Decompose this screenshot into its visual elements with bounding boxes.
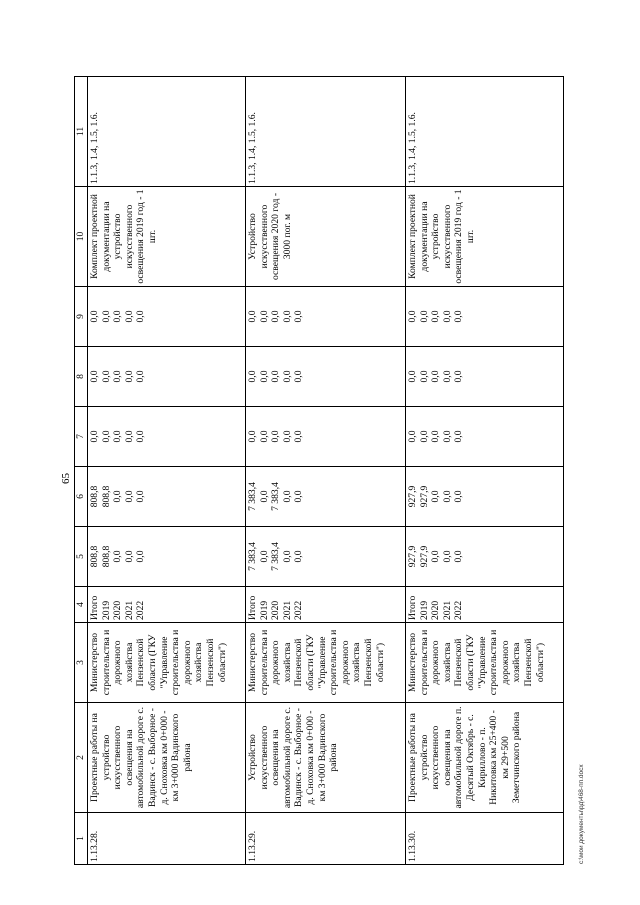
cell-value: 0,0 — [112, 310, 124, 323]
cell-value: 2019 — [100, 600, 112, 620]
cell-value: 0,0 — [135, 310, 147, 323]
item-number: 1.13.29. — [246, 813, 406, 865]
cell-value: 808,8 — [89, 485, 100, 508]
cell-value: 0,0 — [112, 430, 124, 443]
cell-value: 0,0 — [270, 430, 282, 443]
years-cell — [246, 587, 406, 623]
funding-cell — [88, 287, 246, 347]
years-cell — [88, 587, 246, 623]
cell-value: 0,0 — [100, 310, 112, 323]
cell-value: 0,0 — [258, 310, 270, 323]
item-name: Устройство искусственного освещения на автомобильной дороге с. Вадинск - с. Выборное - д. Сноховка км 0+000 - км 3+000 Вадинского района — [246, 703, 406, 813]
cell-value: Итого — [247, 595, 258, 620]
cell-value: 0,0 — [258, 550, 270, 563]
cell-value: 2021 — [123, 600, 135, 620]
cell-value: 0,0 — [123, 490, 135, 503]
cell-value: 2019 — [258, 600, 270, 620]
cell-value: Итого — [89, 595, 100, 620]
cell-value: 2020 — [430, 600, 442, 620]
cell-value: 0,0 — [293, 430, 305, 443]
column-number: 11 — [75, 77, 88, 187]
column-number: 5 — [75, 527, 88, 587]
cell-value: 2022 — [293, 600, 305, 620]
funding-cell — [406, 467, 564, 527]
page-number: 65 — [60, 473, 72, 484]
cell-value: 0,0 — [293, 310, 305, 323]
cell-value: 0,0 — [418, 430, 430, 443]
funding-cell — [246, 347, 406, 407]
cell-value: 0,0 — [293, 490, 305, 503]
cell-value: 0,0 — [407, 430, 418, 443]
executor: Министерство строительства и дорожного хозяйства Пензенской области (ГКУ "Управление строительства и дорожного хозяйства Пензенской области") — [88, 623, 246, 703]
cell-value: 0,0 — [247, 430, 258, 443]
cell-value: 0,0 — [100, 370, 112, 383]
cell-value: 2022 — [453, 600, 465, 620]
column-number-row — [75, 77, 88, 865]
cell-value: 0,0 — [135, 550, 147, 563]
cell-value: 0,0 — [247, 310, 258, 323]
cell-value: 0,0 — [123, 310, 135, 323]
years-cell — [406, 587, 564, 623]
cell-value: 0,0 — [100, 430, 112, 443]
cell-value: 7 383,4 — [270, 482, 282, 511]
cell-value: 2019 — [418, 600, 430, 620]
program-table — [74, 76, 564, 865]
column-number: 1 — [75, 813, 88, 865]
cell-value: 0,0 — [453, 310, 465, 323]
cell-value: 0,0 — [453, 490, 465, 503]
cell-value: 0,0 — [281, 490, 293, 503]
cell-value: 0,0 — [112, 490, 124, 503]
cell-value: 0,0 — [112, 370, 124, 383]
item-name: Проектные работы на устройство искусственного освещения на автомобильной дороге п. Десятый Октябрь - с. Кириллово - п. Никитовка км 25+400 - км 29+500 Земетчинского района — [406, 703, 564, 813]
column-number: 4 — [75, 587, 88, 623]
funding-cell — [88, 347, 246, 407]
column-number: 10 — [75, 187, 88, 287]
executor: Министерство строительства и дорожного хозяйства Пензенской области (ГКУ "Управление строительства и дорожного хозяйства Пензенской области") — [406, 623, 564, 703]
cell-value: 0,0 — [441, 310, 453, 323]
cell-value: 0,0 — [441, 490, 453, 503]
cell-value: 0,0 — [430, 490, 442, 503]
cell-value: 0,0 — [123, 430, 135, 443]
cell-value: 808,8 — [89, 545, 100, 568]
cell-value: 0,0 — [281, 310, 293, 323]
cell-value: 0,0 — [430, 550, 442, 563]
expected-result: Устройство искусственного освещения 2020 год - 3000 пог. м — [246, 187, 406, 287]
cell-value: 2022 — [135, 600, 147, 620]
file-path-footer: c:\мои документы\рд\468-пп.docx — [578, 764, 585, 864]
cell-value: 808,8 — [100, 485, 112, 508]
funding-cell — [406, 407, 564, 467]
cell-value: 0,0 — [407, 310, 418, 323]
funding-total-cell — [88, 527, 246, 587]
cell-value: 0,0 — [281, 370, 293, 383]
cell-value: 0,0 — [258, 490, 270, 503]
cell-value: 927,9 — [418, 545, 430, 568]
executor: Министерство строительства и дорожного хозяйства Пензенской области (ГКУ "Управление строительства и дорожного хозяйства Пензенской области") — [246, 623, 406, 703]
cell-value: 0,0 — [453, 370, 465, 383]
rotated-page — [56, 72, 594, 872]
target-indicators: 1.1.3, 1.4, 1.5, 1.6. — [88, 77, 246, 187]
cell-value: 0,0 — [441, 550, 453, 563]
expected-result: Комплект проектной документации на устройство искусственного освещения 2019 год - 1 шт. — [88, 187, 246, 287]
funding-cell — [246, 467, 406, 527]
column-number: 9 — [75, 287, 88, 347]
cell-value: 0,0 — [89, 370, 100, 383]
cell-value: 0,0 — [247, 370, 258, 383]
item-number: 1.13.30. — [406, 813, 564, 865]
column-number: 2 — [75, 703, 88, 813]
column-number: 6 — [75, 467, 88, 527]
cell-value: 0,0 — [418, 310, 430, 323]
cell-value: 0,0 — [418, 370, 430, 383]
cell-value: 0,0 — [407, 370, 418, 383]
column-number: 8 — [75, 347, 88, 407]
cell-value: 0,0 — [89, 310, 100, 323]
cell-value: 2020 — [112, 600, 124, 620]
column-number: 7 — [75, 407, 88, 467]
funding-cell — [246, 287, 406, 347]
cell-value: 0,0 — [270, 310, 282, 323]
cell-value: 0,0 — [293, 370, 305, 383]
cell-value: 0,0 — [281, 550, 293, 563]
cell-value: 2020 — [270, 600, 282, 620]
funding-cell — [406, 287, 564, 347]
target-indicators: 1.1.3, 1.4, 1.5, 1.6. — [246, 77, 406, 187]
cell-value: 2021 — [441, 600, 453, 620]
item-name: Проектные работы на устройство искусственного освещения на автомобильной дороге с. Вадинск - с. Выборное - д. Сноховка км 0+000 - км 3+000 Вадинского района — [88, 703, 246, 813]
table-row — [406, 77, 564, 865]
table-row — [88, 77, 246, 865]
cell-value: 0,0 — [89, 430, 100, 443]
cell-value: 0,0 — [281, 430, 293, 443]
cell-value: 0,0 — [123, 370, 135, 383]
cell-value: 0,0 — [135, 370, 147, 383]
cell-value: 7 383,4 — [270, 542, 282, 571]
cell-value: 0,0 — [270, 370, 282, 383]
funding-cell — [88, 467, 246, 527]
cell-value: 7 383,4 — [247, 542, 258, 571]
cell-value: 0,0 — [258, 430, 270, 443]
cell-value: 0,0 — [453, 550, 465, 563]
cell-value: 0,0 — [123, 550, 135, 563]
item-number: 1.13.28. — [88, 813, 246, 865]
expected-result: Комплект проектной документации на устройство искусственного освещения 2019 год - 1 шт. — [406, 187, 564, 287]
funding-cell — [88, 407, 246, 467]
cell-value: 0,0 — [112, 550, 124, 563]
table-row — [246, 77, 406, 865]
cell-value: 0,0 — [453, 430, 465, 443]
cell-value: 0,0 — [135, 490, 147, 503]
cell-value: 0,0 — [293, 550, 305, 563]
column-number: 3 — [75, 623, 88, 703]
cell-value: 0,0 — [430, 430, 442, 443]
funding-cell — [406, 347, 564, 407]
cell-value: 927,9 — [407, 485, 418, 508]
cell-value: 0,0 — [258, 370, 270, 383]
cell-value: 0,0 — [441, 430, 453, 443]
cell-value: 0,0 — [430, 310, 442, 323]
funding-total-cell — [406, 527, 564, 587]
cell-value: 927,9 — [407, 545, 418, 568]
cell-value: 0,0 — [135, 430, 147, 443]
cell-value: 808,8 — [100, 545, 112, 568]
cell-value: 927,9 — [418, 485, 430, 508]
funding-cell — [246, 407, 406, 467]
funding-total-cell — [246, 527, 406, 587]
target-indicators: 1.1.3, 1.4, 1.5, 1.6. — [406, 77, 564, 187]
cell-value: 0,0 — [430, 370, 442, 383]
cell-value: 2021 — [281, 600, 293, 620]
cell-value: 0,0 — [441, 370, 453, 383]
cell-value: Итого — [407, 595, 418, 620]
cell-value: 7 383,4 — [247, 482, 258, 511]
